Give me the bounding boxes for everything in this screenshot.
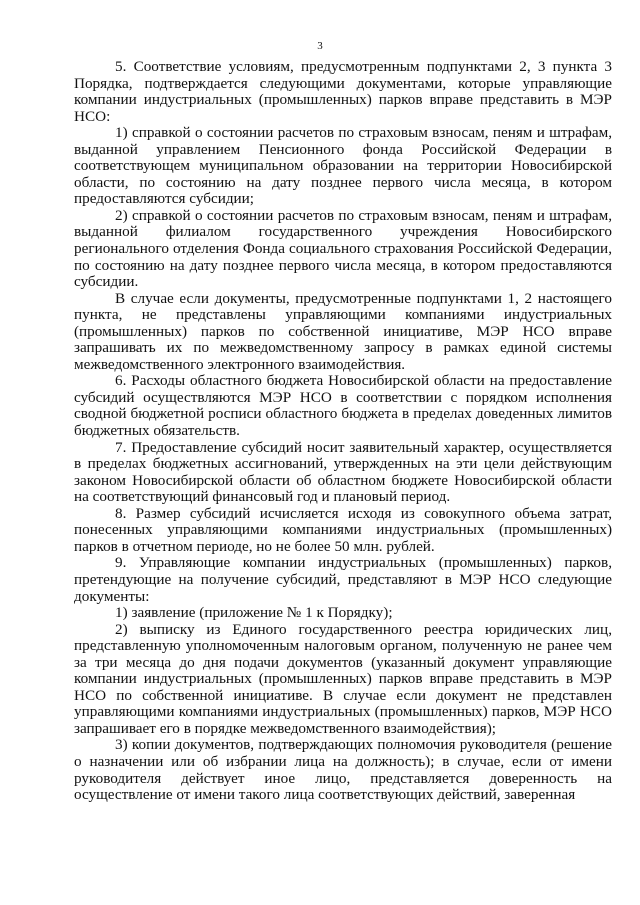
document-body <box>74 59 612 804</box>
paragraph-9-item-1: 1) заявление (приложение № 1 к Порядку); <box>115 604 393 622</box>
paragraph-9: 9. Управляющие компании индустриальных (промышленных) парков, претендующие на получение субсидий, представляют в МЭР НСО следующие документы: <box>74 554 612 605</box>
paragraph-5-item-1: 1) справкой о состоянии расчетов по страховым взносам, пеням и штрафам, выданной управлением Пенсионного фонда Российской Федерации в соответствующем муниципальном образовании на территории Новосибирской области, по состоянию на дату позднее первого числа месяца, в котором предоставляются субсидии; <box>74 124 612 208</box>
page-number: 3 <box>317 40 323 52</box>
paragraph-5: 5. Соответствие условиям, предусмотренным подпунктами 2, 3 пункта 3 Порядка, подтверждается следующими документами, которые управляющие компании индустриальных (промышленных) парков вправе представить в МЭР НСО: <box>74 58 612 125</box>
paragraph-9-item-3: 3) копии документов, подтверждающих полномочия руководителя (решение о назначении или об избрании лица на должность); в случае, если от имени руководителя действует иное лицо, представляется доверенность на осуществление от имени такого лица соответствующих действий, заверенная <box>74 736 612 804</box>
paragraph-7: 7. Предоставление субсидий носит заявительный характер, осуществляется в пределах бюджетных ассигнований, утвержденных на эти цели действующим законом Новосибирской области об областном бюджете Новосибирской области на соответствующий финансовый год и плановый период. <box>74 438 612 506</box>
paragraph-9-item-2: 2) выписку из Единого государственного реестра юридических лиц, представленную уполномоченным налоговым органом, полученную не ранее чем за три месяца до дня подачи документов (указанный документ управляющие компании индустриальных (промышленных) парков вправе представить в МЭР НСО по собственной инициативе. В случае если документ не представлен управляющими компаниями индустриальных (промышленных) парков, МЭР НСО запрашивает его в порядке межведомственного взаимодействия); <box>74 620 612 737</box>
paragraph-5-note: В случае если документы, предусмотренные подпунктами 1, 2 настоящего пункта, не представлены управляющими компаниями индустриальных (промышленных) парков по собственной инициативе, МЭР НСО вправе запрашивать их по межведомственному запросу в рамках единой системы межведомственного электронного взаимодействия. <box>74 289 612 373</box>
paragraph-6: 6. Расходы областного бюджета Новосибирской области на предоставление субсидий осуществляются МЭР НСО в соответствии с порядком исполнения сводной бюджетной росписи областного бюджета в пределах доведенных лимитов бюджетных обязательств. <box>74 372 612 440</box>
paragraph-5-item-2: 2) справкой о состоянии расчетов по страховым взносам, пеням и штрафам, выданной филиалом государственного учреждения Новосибирского регионального отделения Фонда социального страхования Российской Федерации, по состоянию на дату позднее первого числа месяца, в котором предоставляются субсидии. <box>74 206 612 291</box>
paragraph-8: 8. Размер субсидий исчисляется исходя из совокупного объема затрат, понесенных управляющими компаниями индустриальных (промышленных) парков в отчетном периоде, но не более 50 млн. рублей. <box>74 504 612 555</box>
